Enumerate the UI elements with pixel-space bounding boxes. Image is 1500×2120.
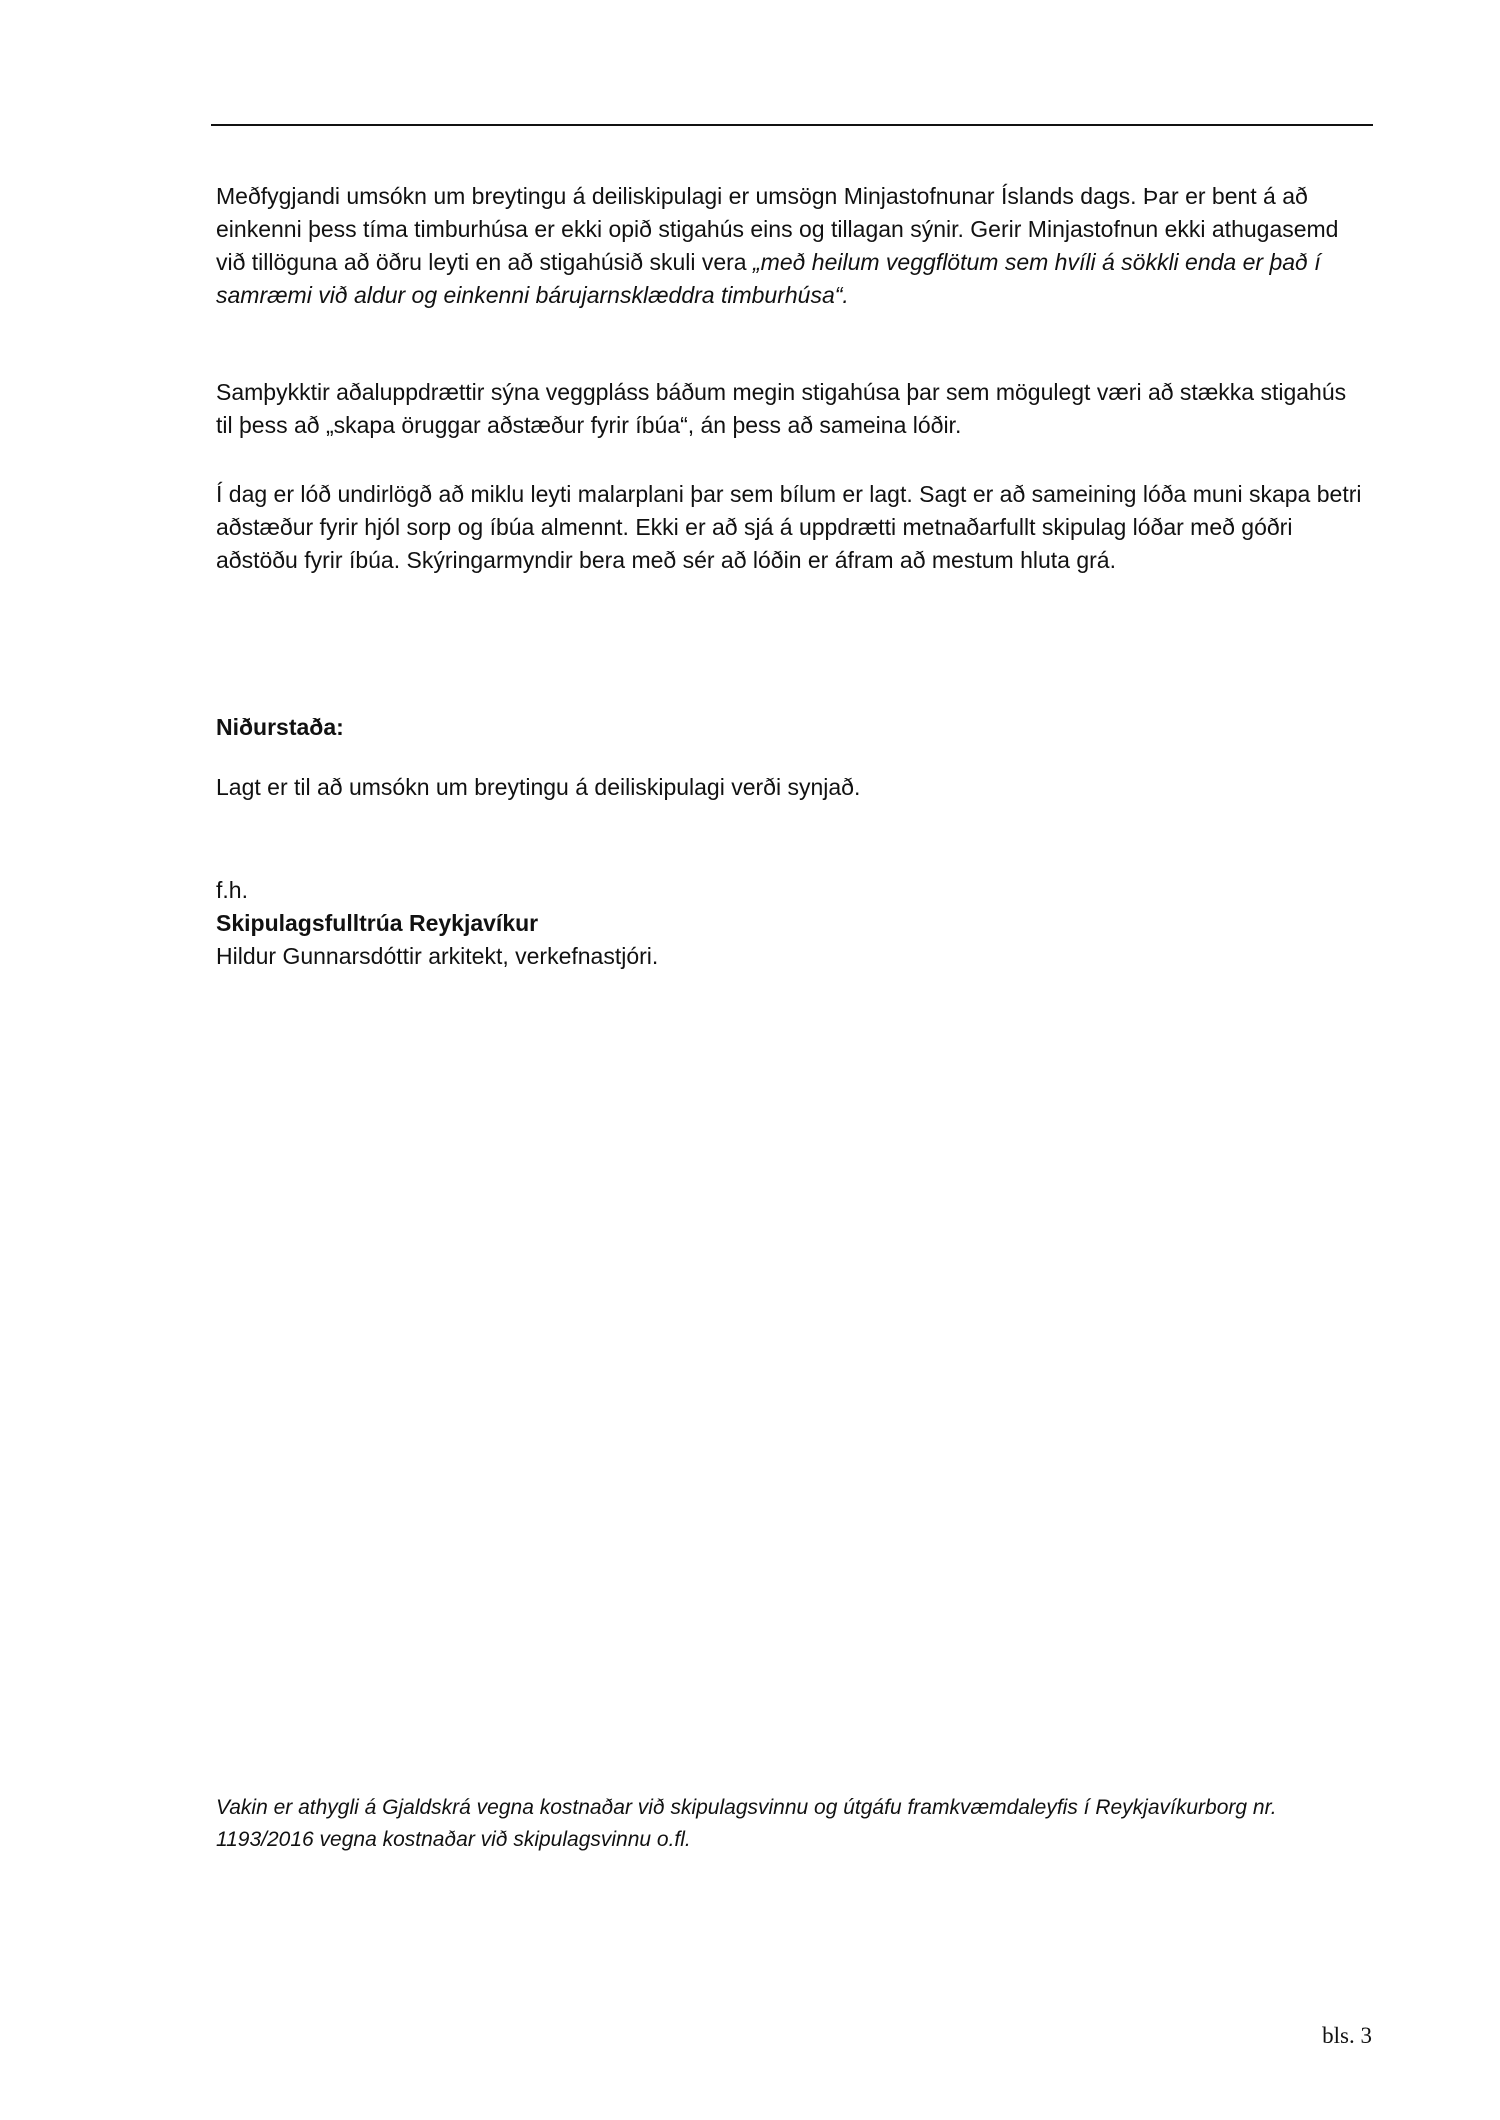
conclusion-text: Lagt er til að umsókn um breytingu á deiliskipulagi verði synjað.	[216, 774, 861, 800]
footnote: Vakin er athygli á Gjaldskrá vegna kostnaðar við skipulagsvinnu og útgáfu framkvæmdaleyfis í Reykjavíkurborg nr. 1193/2016 vegna kostnaðar við skipulagsvinnu o.fl.	[216, 1796, 1277, 1851]
signature-organization: Skipulagsfulltrúa Reykjavíkur	[216, 910, 539, 936]
conclusion-heading: Niðurstaða:	[216, 714, 344, 740]
page-number: bls. 3	[1322, 2023, 1372, 2048]
paragraph-minjastofnun	[216, 180, 1366, 312]
paragraph-minjastofnun-text: Meðfygjandi umsókn um breytingu á deiliskipulagi er umsögn Minjastofnunar Íslands dags. Þar er bent á að einkenni þess tíma timburhúsa er ekki opið stigahús eins og tillagan sýnir. Gerir Minjastofnun ekki athugasemd við tillöguna að öðru leyti en að stigahúsið skuli vera	[216, 183, 1339, 275]
signature-prefix: f.h.	[216, 877, 248, 903]
paragraph-lod: Í dag er lóð undirlögð að miklu leyti malarplani þar sem bílum er lagt. Sagt er að sameining lóða muni skapa betri aðstæður fyrir hjól sorp og íbúa almennt. Ekki er að sjá á uppdrætti metnaðarfullt skipulag lóðar með góðri aðstöðu fyrir íbúa. Skýringarmyndir bera með sér að lóðin er áfram að mestum hluta grá.	[216, 481, 1362, 573]
paragraph-minjastofnun-quote: „með heilum veggflötum sem hvíli á sökkli enda er það í samræmi við aldur og einkenni bárujarnsklæddra timburhúsa“.	[216, 249, 1321, 308]
signature-block	[216, 874, 1366, 973]
signature-signer: Hildur Gunnarsdóttir arkitekt, verkefnastjóri.	[216, 943, 659, 969]
header-rule	[211, 124, 1373, 126]
paragraph-adaluppdraettir: Samþykktir aðaluppdrættir sýna veggpláss báðum megin stigahúsa þar sem mögulegt væri að stækka stigahús til þess að „skapa öruggar aðstæður fyrir íbúa“, án þess að sameina lóðir.	[216, 379, 1347, 438]
